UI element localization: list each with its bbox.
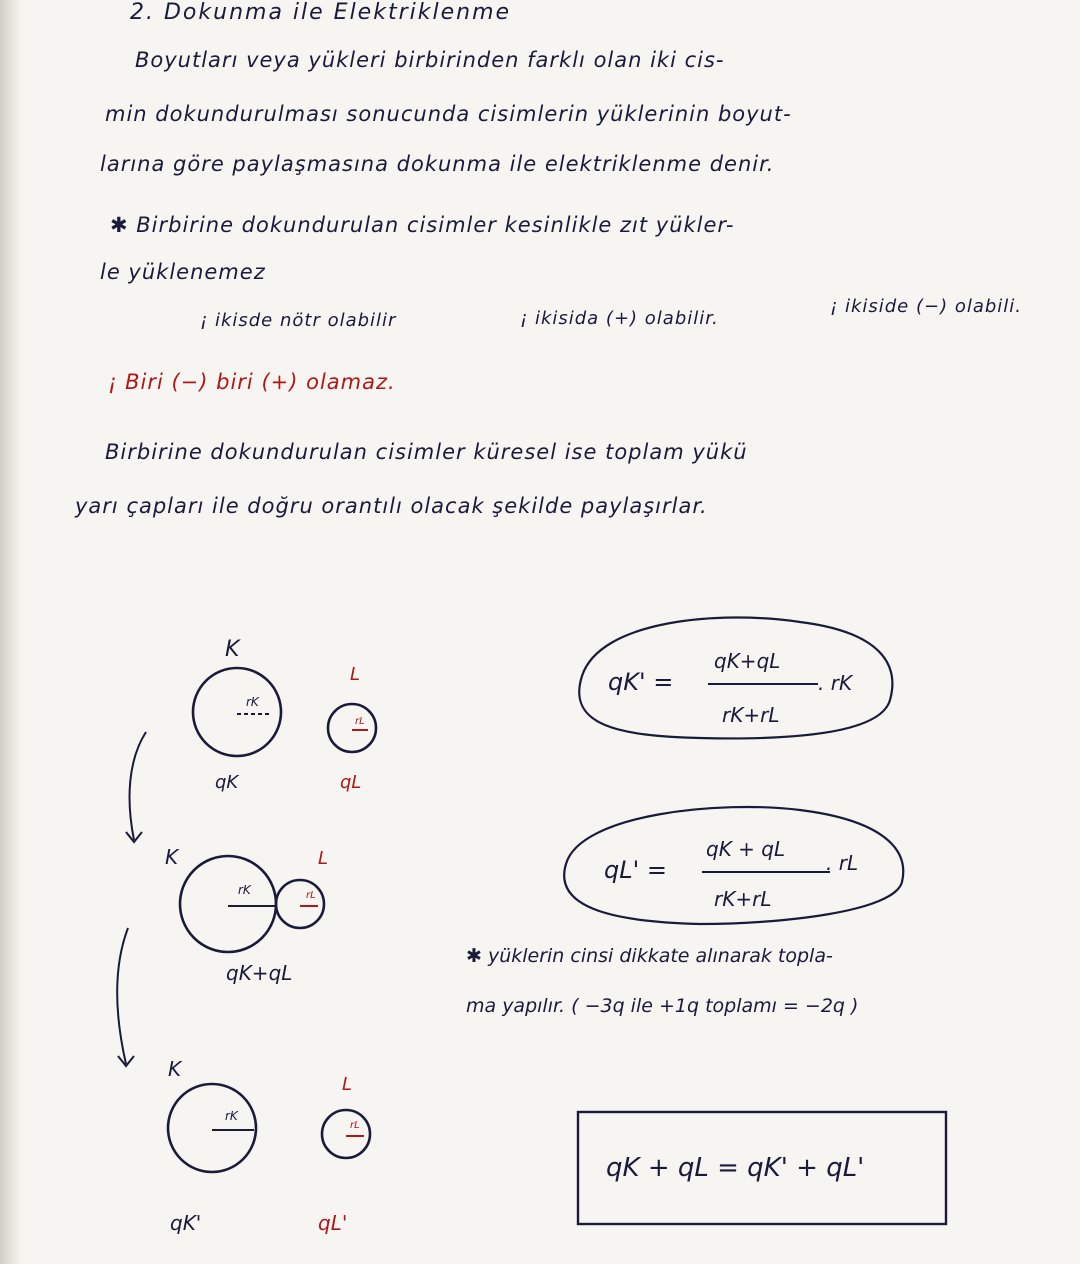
sphere-rule-line-2: yarı çapları ile doğru orantılı olacak şekilde paylaşırlar. (75, 494, 708, 518)
conservation-box (578, 1112, 946, 1224)
note-line-1: ✱ Birbirine dokundurulan cisimler kesinlikle zıt yükler- (110, 213, 735, 237)
label-rK: rK (225, 1109, 238, 1123)
stage-3-separated (168, 1057, 370, 1235)
label-qL: qL (340, 772, 362, 793)
case-negative-text: ikiside (−) olabili. (844, 296, 1023, 317)
note-line-2: le yüklenemez (100, 260, 266, 284)
conservation-formula: qK + qL = qK' + qL' (606, 1153, 865, 1183)
sphere-L (322, 1110, 370, 1158)
label-sum-charge: qK+qL (226, 961, 293, 985)
label-qL-prime: qL' (318, 1211, 348, 1235)
exclamation-icon: ¡ (108, 370, 126, 394)
formula-factor: . rK (818, 671, 853, 695)
section-heading: 2. Dokunma ile Elektriklenme (130, 0, 512, 25)
label-K: K (165, 845, 179, 869)
label-L: L (350, 664, 361, 685)
formula-qL-prime (564, 807, 903, 924)
warning-text: Biri (−) biri (+) olamaz. (125, 370, 396, 394)
formula-denominator: rK+rL (714, 887, 772, 911)
formula-denominator: rK+rL (722, 703, 780, 727)
exclamation-icon: ¡ (200, 310, 215, 331)
sphere-rule-line-1: Birbirine dokundurulan cisimler küresel ise toplam yükü (105, 440, 748, 464)
sphere-K (180, 856, 276, 952)
formula-numerator: qK + qL (706, 837, 786, 861)
label-L: L (342, 1074, 353, 1095)
label-rK: rK (238, 883, 251, 897)
exclamation-icon: ¡ (830, 296, 845, 317)
definition-line-1: Boyutları veya yükleri birbirinden farklı olan iki cis- (135, 48, 725, 72)
case-positive-text: ikisida (+) olabilir. (534, 308, 719, 329)
formula-lhs: qK' = (608, 668, 674, 696)
label-qK-prime: qK' (170, 1211, 202, 1235)
case-neutral-text: ikisde nötr olabilir (214, 310, 397, 331)
label-L: L (318, 848, 329, 869)
arrow-curve-2 (117, 928, 128, 1064)
definition-line-2: min dokundurulması sonucunda cisimlerin yüklerinin boyut- (105, 102, 792, 126)
formula-qK-prime (579, 617, 892, 738)
label-rL: rL (355, 716, 365, 727)
label-qK: qK (215, 772, 239, 793)
label-K: K (225, 637, 240, 662)
label-rK: rK (246, 695, 259, 709)
label-rL: rL (306, 890, 316, 901)
label-K: K (168, 1057, 182, 1081)
label-rL: rL (350, 1120, 360, 1131)
arrow-curve-1 (130, 732, 146, 840)
sphere-K (193, 668, 281, 756)
stage-2-contact (165, 845, 328, 985)
sign-note-line-2: ma yapılır. ( −3q ile +1q toplamı = −2q ) (466, 995, 859, 1017)
sphere-K (168, 1084, 256, 1172)
stage-1-separate (193, 637, 376, 793)
sphere-L (328, 704, 376, 752)
exclamation-icon: ¡ (520, 308, 535, 329)
definition-line-3: larına göre paylaşmasına dokunma ile elektriklenme denir. (100, 152, 775, 176)
formula-lhs: qL' = (604, 856, 667, 884)
sign-note-line-1: ✱ yüklerin cinsi dikkate alınarak topla- (466, 945, 833, 967)
formula-numerator: qK+qL (714, 649, 781, 673)
formula-factor: . rL (826, 851, 859, 875)
sphere-L (276, 880, 324, 928)
